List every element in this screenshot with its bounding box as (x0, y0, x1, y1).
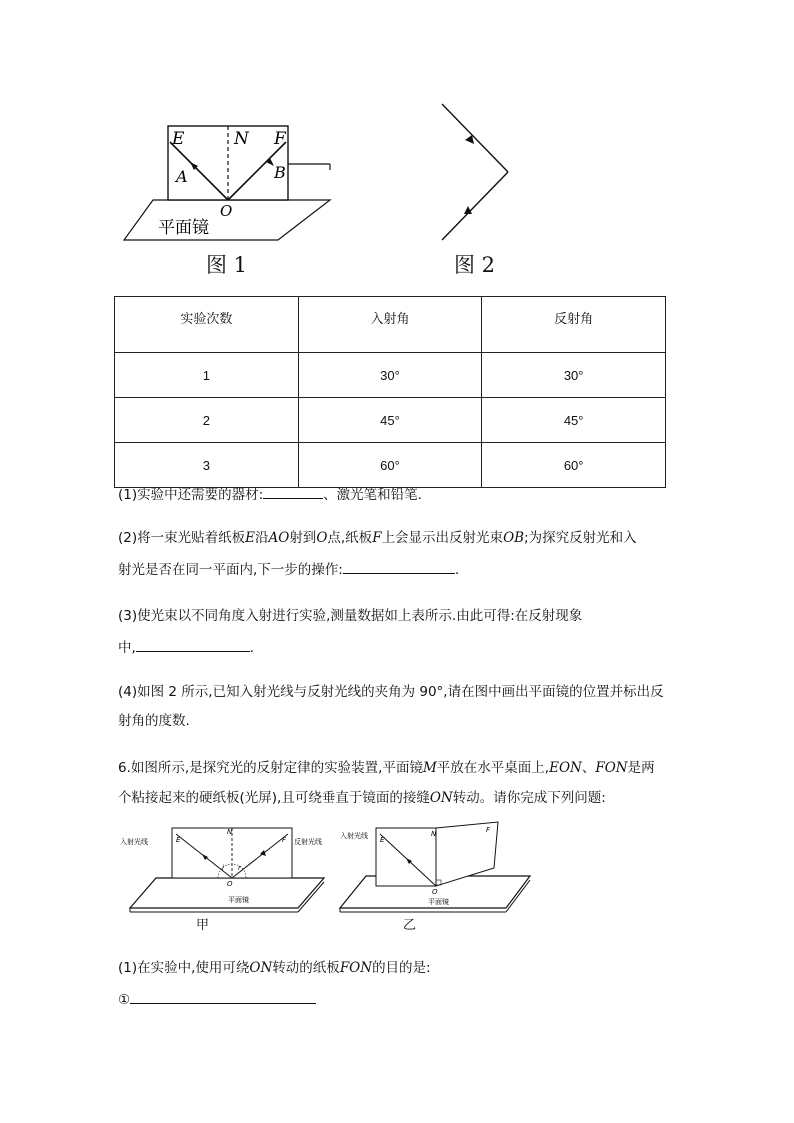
svg-text:F: F (282, 836, 287, 844)
table-cell: 45° (298, 398, 482, 443)
fig1-label-B: B (274, 163, 286, 182)
table-cell: 2 (115, 398, 299, 443)
table-header-row (115, 297, 666, 353)
fig1-mirror-label: 平面镜 (158, 218, 209, 238)
fig1-caption: 图 1 (206, 253, 248, 277)
question-6-line-2: 个粘接起来的硬纸板(光屏),且可绕垂直于镜面的接缝ON转动。请你完成下列问题: (118, 790, 606, 806)
answer-blank[interactable] (263, 483, 323, 499)
table-row (115, 353, 666, 398)
jia-incident-label: 入射光线 (120, 838, 148, 846)
svg-text:F: F (486, 826, 491, 834)
figure-jia (118, 820, 328, 915)
jia-reflected-label: 反射光线 (294, 838, 322, 846)
table-row (115, 398, 666, 443)
table-cell: 60° (482, 443, 666, 488)
svg-text:i: i (222, 864, 224, 872)
svg-text:E: E (380, 836, 385, 844)
svg-text:N: N (227, 828, 233, 836)
data-table (114, 296, 666, 488)
table-cell: 1 (115, 353, 299, 398)
jia-caption: 甲 (196, 918, 210, 933)
table-header: 反射角 (482, 297, 666, 353)
question-2-line-2: 射光是否在同一平面内,下一步的操作: . (118, 558, 459, 580)
yi-mirror-label: 平面镜 (428, 898, 449, 906)
fig1-label-O: O (220, 202, 233, 220)
fig1-label-A: A (176, 167, 188, 186)
fig2-incident-ray (442, 172, 508, 240)
question-6-line-1: 6.如图所示,是探究光的反射定律的实验装置,平面镜M平放在水平桌面上,EON、FON是两 (118, 760, 655, 776)
table-row (115, 443, 666, 488)
fig1-label-F: F (274, 129, 286, 149)
fig1-label-E: E (172, 129, 185, 149)
yi-incident-label: 入射光线 (340, 832, 368, 840)
figure-2 (436, 100, 516, 245)
question-3-line-1: (3)使光束以不同角度入射进行实验,测量数据如上表所示.由此可得:在反射现象 (118, 608, 583, 624)
svg-text:r: r (238, 864, 241, 872)
question-6-1-answer: ① (118, 988, 316, 1010)
table-header: 实验次数 (115, 297, 299, 353)
table-cell: 30° (298, 353, 482, 398)
fig2-caption: 图 2 (454, 253, 496, 277)
svg-text:O: O (432, 888, 438, 896)
fig2-reflected-ray (442, 104, 508, 172)
table-cell: 60° (298, 443, 482, 488)
svg-text:N: N (431, 830, 437, 838)
svg-text:E: E (176, 836, 181, 844)
figure-1 (118, 118, 338, 248)
question-1: (1)实验中还需要的器材: 、激光笔和铅笔. (118, 483, 422, 505)
table-header: 入射角 (298, 297, 482, 353)
table-cell: 3 (115, 443, 299, 488)
question-6-1: (1)在实验中,使用可绕ON转动的纸板FON的目的是: (118, 960, 431, 976)
question-4-line-2: 射角的度数. (118, 713, 190, 729)
figure-yi (336, 818, 536, 916)
svg-text:O: O (227, 880, 233, 888)
answer-blank[interactable] (343, 558, 455, 574)
question-4-line-1: (4)如图 2 所示,已知入射光线与反射光线的夹角为 90°,请在图中画出平面镜的位置并标出反 (118, 684, 664, 700)
question-3-line-2: 中, . (118, 636, 254, 658)
fig1-label-N: N (234, 129, 249, 149)
jia-mirror-label: 平面镜 (228, 896, 249, 904)
table-cell: 30° (482, 353, 666, 398)
table-cell: 45° (482, 398, 666, 443)
question-2-line-1: (2)将一束光贴着纸板E沿AO射到O点,纸板F上会显示出反射光束OB;为探究反射光和入 (118, 530, 637, 546)
yi-caption: 乙 (403, 918, 417, 933)
answer-blank[interactable] (136, 636, 250, 652)
answer-blank[interactable] (130, 988, 316, 1004)
